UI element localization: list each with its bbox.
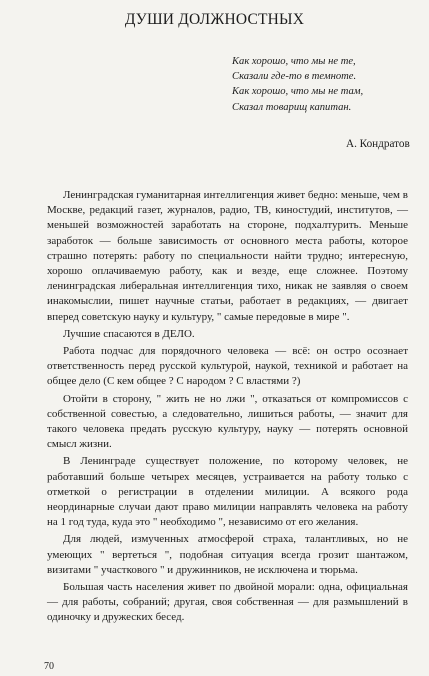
epigraph-author: А. Кондратов	[346, 138, 410, 150]
epigraph	[232, 54, 363, 115]
epigraph-line: Сказал товарищ капитан.	[232, 101, 352, 113]
paragraph: Лучшие спасаются в ДЕЛО.	[63, 327, 195, 340]
paragraph: Большая часть населения живет по двойной морали: одна, официальная — для работы, собраний; другая, своя собственная — для размышлений в одиночку и дружеских бесед.	[47, 581, 408, 624]
paragraph: Отойти в сторону, " жить не но лжи ", отказаться от компромиссов с собственной совестью, а следовательно, лишиться работы, — значит для такого человека предать русскую культуру, науку — потерять основной смысл жизни.	[47, 392, 408, 451]
body-text	[47, 188, 408, 628]
epigraph-line: Как хорошо, что мы не те,	[232, 56, 356, 67]
epigraph-line: Как хорошо, что мы не там,	[232, 86, 364, 98]
epigraph-line: Сказали где-то в темноте.	[232, 71, 357, 83]
paragraph: В Ленинграде существует положение, по которому человек, не работавший больше четырех месяцев, устраивается на работу только с отметкой о регистрации в отделении милиции. А всякого рода неординарные случаи дают право милиции направлять человека на работу на 1 год туда, куда это " необходимо ", независимо от его желания.	[47, 455, 408, 529]
chapter-title: ДУШИ ДОЛЖНОСТНЫХ	[124, 11, 305, 28]
page-number: 70	[44, 661, 54, 672]
paragraph: Ленинградская гуманитарная интеллигенция живет бедно: меньше, чем в Москве, редакций газет, журналов, радио, ТВ, киностудий, институтов, — меньшей возможностей заработать на стороне, подхалтурить. Меньше заработок — больше зависимость от основного места работы, которое страшно потерять: работу по специальности найти трудно; интересную, хорошо оплачиваемую работу, как и везде, еще сложнее. Поэтому ленинградская либеральная интеллигенция тихо, никак не заявляя о своем инакомыслии, пишет научные статьи, работает в редакциях, — двигает вперед советскую науку и культуру, " самые передовые в мире ".	[47, 189, 408, 323]
paragraph: Работа подчас для порядочного человека — всё: он остро осознает ответственность перед русской культурой, наукой, техникой и работает на общее дело (С кем общее ? С народом ? С властями ?)	[47, 345, 408, 388]
paragraph: Для людей, измученных атмосферой страха, талантливых, но не умеющих " вертеться ", подобная ситуация всегда грозит шантажом, визитами " участкового " и дружинников, не исключена и тюрьма.	[47, 533, 408, 576]
